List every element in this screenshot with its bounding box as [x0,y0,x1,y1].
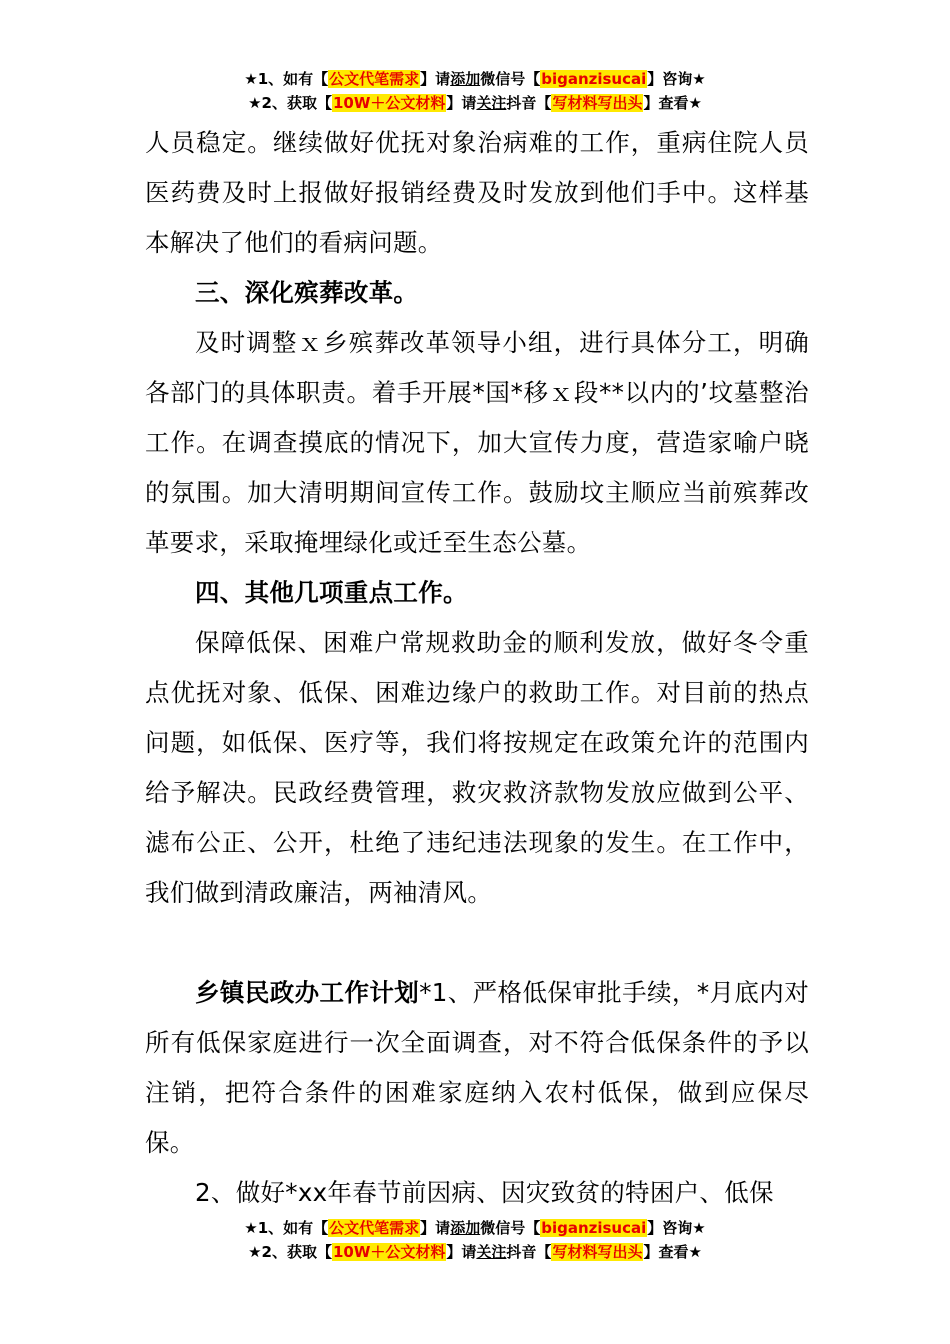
blank-line [145,918,809,968]
plan-title: 乡镇民政办工作计划 [195,978,420,1007]
document-body [145,118,809,1218]
highlight-service: 公文代笔需求 [329,1219,420,1237]
footer-banner [0,1217,950,1265]
paragraph-4: 乡镇民政办工作计划*1、严格低保审批手续，*月底内对所有低保家庭进行一次全面调查，对不符合低保条件的予以注销，把符合条件的困难家庭纳入农村低保，做到应保尽保。 [145,978,810,1157]
banner-line-1: ★1、如有【公文代笔需求】请添加微信号【biganzisucai】咨询★ [244,70,706,88]
highlight-materials: 10W＋公文材料 [332,1243,446,1261]
banner-line-2: ★2、获取【10W＋公文材料】请关注抖音【写材料写出头】查看★ [248,94,702,112]
highlight-service: 公文代笔需求 [329,70,420,88]
paragraph-2: 及时调整ｘ乡殡葬改革领导小组，进行具体分工，明确各部门的具体职责。着手开展*国*移ｘ段**以内的’坟墓整治工作。在调查摸底的情况下，加大宣传力度，营造家喻户晓的氛围。加大清明期间宣传工作。鼓励坟主顺应当前殡葬改革要求，采取掩埋绿化或迁至生态公墓。 [145,328,809,557]
paragraph-5: 2、做好*xx年春节前因病、因灾致贫的特困户、低保 [195,1178,774,1207]
heading-4: 四、其他几项重点工作。 [195,578,468,607]
highlight-wechat-id: biganzisucai [541,70,647,88]
highlight-materials: 10W＋公文材料 [332,94,446,112]
paragraph-1: 人员稳定。继续做好优抚对象治病难的工作，重病住院人员医药费及时上报做好报销经费及时发放到他们手中。这样基本解决了他们的看病问题。 [145,128,809,257]
highlight-douyin: 写材料写出头 [552,94,643,112]
highlight-wechat-id: biganzisucai [541,1219,647,1237]
header-banner [0,68,950,116]
banner-line-1: ★1、如有【公文代笔需求】请添加微信号【biganzisucai】咨询★ [244,1219,706,1237]
heading-3: 三、深化殡葬改革。 [195,278,419,307]
banner-line-2: ★2、获取【10W＋公文材料】请关注抖音【写材料写出头】查看★ [248,1243,702,1261]
highlight-douyin: 写材料写出头 [552,1243,643,1261]
paragraph-3: 保障低保、困难户常规救助金的顺利发放，做好冬令重点优抚对象、低保、困难边缘户的救助工作。对目前的热点问题，如低保、医疗等，我们将按规定在政策允许的范围内给予解决。民政经费管理，救灾救济款物发放应做到公平、滤布公正、公开，杜绝了违纪违法现象的发生。在工作中，我们做到清政廉洁，两袖清风。 [145,628,809,907]
